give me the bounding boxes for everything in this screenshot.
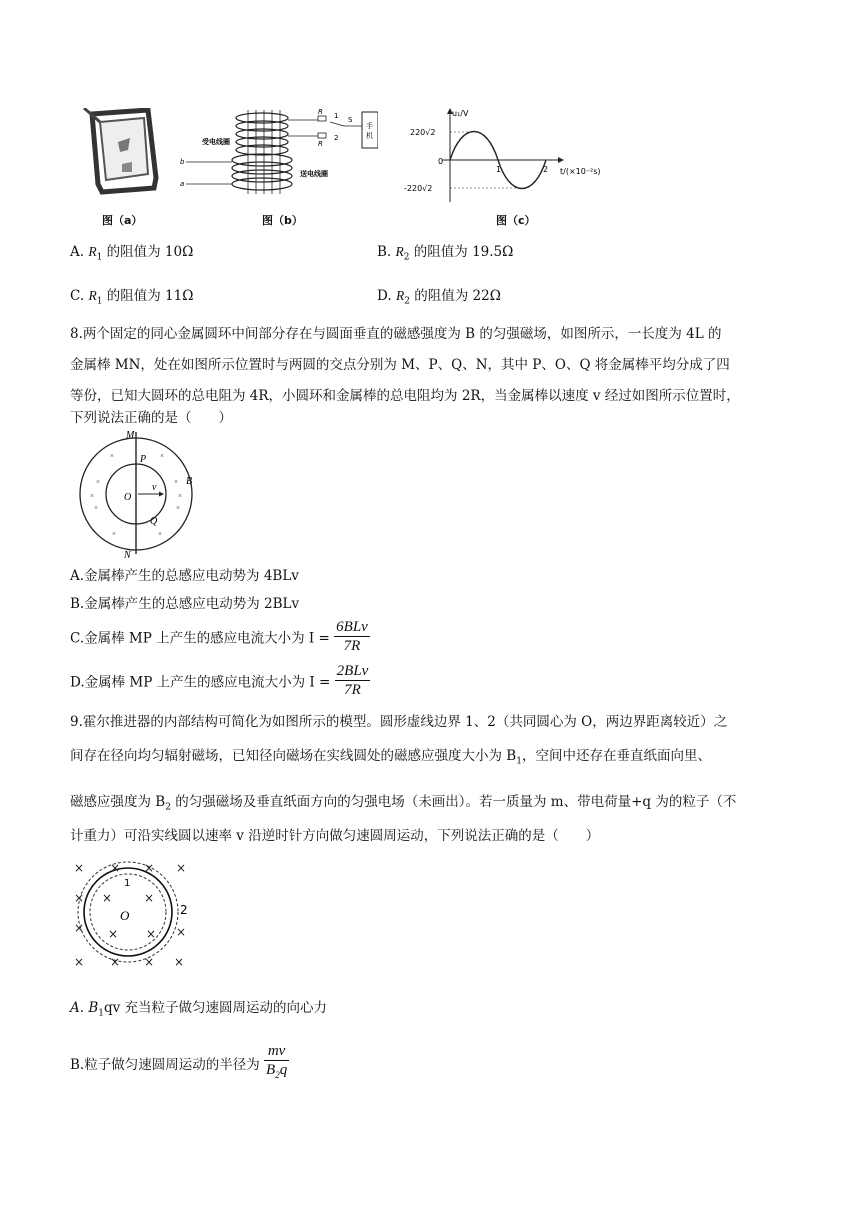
option-prefix: B. — [377, 244, 396, 260]
figure-c-caption: 图（c） — [496, 214, 536, 227]
phone-label-1: 手 — [366, 122, 373, 130]
q7-option-a[interactable] — [70, 242, 193, 268]
cross-icon: × — [74, 921, 85, 935]
pos1-label: 1 — [334, 112, 339, 120]
q7-option-b[interactable] — [377, 242, 513, 268]
phone-box — [362, 112, 378, 148]
pos2-label: 2 — [334, 134, 339, 142]
q9-stem-line-4: 计重力）可沿实线圆以速率 v 沿逆时针方向做匀速圆周运动，下列说法正确的是（ ） — [70, 828, 600, 844]
resistor-r2 — [318, 133, 326, 138]
q9-option-b[interactable] — [70, 1042, 289, 1084]
figure-c — [402, 106, 624, 206]
cross-icon: × — [110, 452, 114, 460]
label-o: O — [124, 492, 132, 503]
denominator: 7R — [344, 682, 361, 698]
variable: R — [88, 288, 97, 303]
subscript: 1 — [96, 296, 103, 307]
cross-icon: × — [102, 891, 113, 905]
figure-a — [78, 108, 168, 208]
variable: q — [279, 1062, 288, 1078]
fraction — [334, 618, 370, 655]
cross-icon: × — [174, 955, 185, 969]
cross-icon: × — [94, 504, 98, 512]
figure-b — [178, 104, 378, 209]
phone-label-2: 机 — [366, 132, 373, 140]
option-prefix: A. — [70, 244, 89, 260]
option-prefix: C. — [70, 288, 89, 304]
subscript: 2 — [404, 296, 410, 307]
y-max-label: 220√2 — [410, 128, 436, 137]
cross-icon: × — [176, 861, 187, 875]
cross-icon: × — [108, 927, 119, 941]
q9-stem-line-1: 9.霍尔推进器的内部结构可简化为如图所示的模型。圆形虚线边界 1、2（共同圆心为 O，两边界距离较近）之 — [70, 714, 728, 730]
cross-icon: × — [176, 925, 187, 939]
option-text: D.金属棒 MP 上产生的感应电流大小为 I = — [70, 674, 331, 691]
text: ，空间中还存在垂直纸面向里、 — [521, 748, 711, 764]
q7-option-c[interactable] — [70, 286, 193, 312]
q8-option-b[interactable]: B.金属棒产生的总感应电动势为 2BLv — [70, 596, 300, 612]
label-2: 2 — [180, 903, 188, 917]
cross-icon: × — [174, 478, 178, 486]
x-axis-label: t/(×10⁻²s) — [560, 167, 601, 176]
cross-icon: × — [74, 861, 85, 875]
send-coil — [232, 154, 292, 190]
cross-icon: × — [144, 861, 155, 875]
denominator: 7R — [343, 638, 361, 654]
label-m: M — [126, 430, 135, 441]
q8-stem-line-1: 8.两个固定的同心金属圆环中间部分存在与圆面垂直的磁感强度为 B 的匀强磁场，如图所示，一长度为 4L 的 — [70, 326, 722, 342]
subscript: 1 — [516, 756, 522, 767]
option-text: 的阻值为 19.5Ω — [413, 244, 514, 260]
q8-option-a[interactable]: A.金属棒产生的总感应电动势为 4BLv — [70, 568, 299, 584]
origin-label: 0 — [438, 157, 444, 166]
cross-icon: × — [74, 891, 85, 905]
q9-stem-line-3 — [70, 792, 736, 818]
cross-icon: × — [160, 452, 164, 460]
label-p: P — [140, 454, 147, 465]
phone-photo-image — [78, 108, 168, 208]
resistor-r1 — [318, 116, 326, 121]
label-v: v — [152, 482, 157, 493]
option-text: 的阻值为 10Ω — [106, 244, 194, 260]
cross-icon: × — [110, 861, 121, 875]
text: 磁感应强度为 B — [70, 794, 166, 810]
denominator — [264, 1061, 289, 1084]
label-n: N — [124, 550, 131, 558]
subscript: 2 — [275, 1070, 280, 1080]
cross-icon: × — [144, 955, 155, 969]
option-prefix: A. B — [70, 1000, 99, 1016]
numerator: 2BLv — [336, 663, 369, 679]
cross-icon: × — [146, 927, 157, 941]
q7-option-d[interactable] — [377, 286, 501, 312]
numerator: mv — [264, 1042, 289, 1061]
variable: B — [266, 1062, 276, 1078]
variable: R — [88, 244, 97, 259]
cross-icon: × — [110, 955, 121, 969]
q8-stem-line-4: 下列说法正确的是（ ） — [70, 410, 232, 426]
cross-icon: × — [74, 955, 85, 969]
label-o: O — [120, 908, 130, 923]
q8-stem-line-3: 等份，已知大圆环的总电阻为 4R，小圆环和金属棒的总电阻均为 2R，当金属棒以速度 v 经过如图所示位置时， — [70, 388, 740, 404]
option-text: 的阻值为 22Ω — [414, 288, 501, 304]
r2-label: R — [318, 140, 323, 148]
fraction — [264, 1042, 289, 1084]
variable: R — [395, 288, 405, 303]
send-coil-label: 送电线圈 — [300, 170, 328, 178]
y-min-label: -220√2 — [404, 184, 433, 193]
terminal-b: b — [180, 158, 185, 166]
figure-b-caption: 图（b） — [262, 214, 303, 227]
terminal-a: a — [180, 180, 185, 188]
subscript: 2 — [403, 252, 410, 263]
q8-figure — [76, 428, 202, 558]
q8-stem-line-2: 金属棒 MN，处在如图所示位置时与两圆的交点分别为 M、P、Q、N，其中 P、O、Q 将金属棒平均分成了四 — [70, 357, 730, 373]
t1-label: 1 — [496, 165, 502, 174]
cross-icon: × — [96, 478, 100, 486]
label-q: Q — [150, 516, 158, 527]
label-b: B — [186, 476, 193, 487]
cross-icon: × — [144, 891, 155, 905]
option-text: 的阻值为 11Ω — [106, 288, 194, 304]
cross-icon: × — [176, 504, 180, 512]
switch-label: S — [348, 116, 353, 124]
option-text: C.金属棒 MP 上产生的感应电流大小为 I = — [70, 630, 330, 647]
q8-option-c[interactable] — [70, 618, 370, 655]
receive-coil-label: 受电线圈 — [202, 138, 230, 146]
text: 间存在径向均匀辐射磁场，已知径向磁场在实线圆处的磁感应强度大小为 B — [70, 748, 517, 764]
r1-label: R — [318, 108, 323, 116]
text: 的匀强磁场及垂直纸面方向的匀强电场（未画出）。若一质量为 m、带电荷量+q 为的粒子（不 — [170, 794, 737, 810]
option-text: B.粒子做匀速圆周运动的半径为 — [70, 1057, 260, 1073]
y-axis-label: u₁/V — [452, 109, 469, 118]
cross-icon: × — [178, 492, 182, 500]
label-1: 1 — [124, 878, 131, 889]
subscript: 1 — [98, 1008, 104, 1019]
q9-figure — [70, 856, 200, 972]
cross-icon: × — [112, 530, 116, 538]
q9-option-a[interactable] — [70, 998, 327, 1024]
variable: R — [395, 244, 404, 259]
subscript: 1 — [96, 252, 103, 263]
numerator: 6BLv — [336, 619, 368, 635]
fraction — [335, 662, 371, 699]
cross-icon: × — [158, 530, 162, 538]
q8-option-d[interactable] — [70, 662, 370, 699]
option-prefix: D. — [377, 288, 396, 304]
figure-a-caption: 图（a） — [102, 214, 143, 227]
cross-icon: × — [90, 492, 94, 500]
t2-label: 2 — [543, 165, 549, 174]
q9-stem-line-2 — [70, 746, 711, 772]
option-text: qv 充当粒子做匀速圆周运动的向心力 — [104, 1000, 328, 1016]
subscript: 2 — [165, 802, 171, 813]
